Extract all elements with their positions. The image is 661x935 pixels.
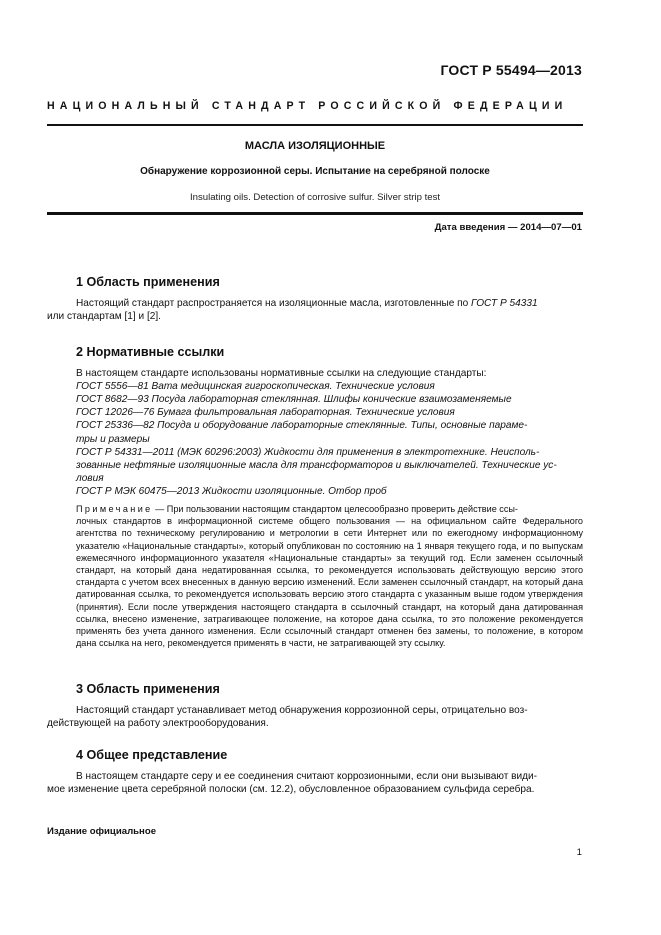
reference-item: ГОСТ 12026—76 Бумага фильтровальная лабораторная. Технические условия <box>76 407 455 419</box>
reference-item-cont: тры и размеры <box>76 433 150 445</box>
section-2-intro: В настоящем стандарте использованы нормативные ссылки на следующие стандарты: <box>76 368 487 379</box>
english-title: Insulating oils. Detection of corrosive sulfur. Silver strip test <box>189 192 441 203</box>
section-4 <box>47 748 583 796</box>
section-3-paragraph-cont: действующей на работу электрооборудования. <box>47 718 269 730</box>
page-number: 1 <box>576 847 582 858</box>
note-text: лочных стандартов в информационной системе общего пользования — на официальном сайте Федерального агентства по техническому регулированию и метрологии в сети Интернет или по ежегодному информационному указателю «Национальные стандарты», который опубликован по состоянию на 1 января текущего года, и по выпускам ежемесячного информационного указателя «Национальные стандарты» за текущий год. Если заменен ссылочный стандарт, на который дана недатированная ссылка, то рекомендуется использовать действующую версию этого стандарта с учетом всех внесенных в данную версию изменений. Если заменен ссылочный стандарт, на который дана датированная ссылка, то рекомендуется использовать версию этого стандарта с указанным выше годом утверждения (принятия). Если после утверждения настоящего стандарта в ссылочный стандарт, на который дана датированная ссылка, внесено изменение, затрагивающее положение, на которое дана ссылка, то это положение рекомендуется применять без учета данного изменения. Если ссылочный стандарт отменен без замены, то положение, в котором дана ссылка на него, рекомендуется применять в части, не затрагивающей эту ссылку. <box>76 516 583 649</box>
reference-item-cont: зованные нефтяные изоляционные масла для трансформаторов и выключателей. Технические ус- <box>76 459 557 471</box>
gost-code: ГОСТ Р 55494—2013 <box>440 62 582 78</box>
reference-item: ГОСТ Р 54331—2011 (МЭК 60296:2003) Жидкости для применения в электротехнике. Неисполь- <box>76 446 540 458</box>
reference-item: ГОСТ Р МЭК 60475—2013 Жидкости изоляционные. Отбор проб <box>76 485 387 497</box>
section-1-paragraph-cont: или стандартам [1] и [2]. <box>47 311 161 323</box>
section-4-paragraph-cont: мое изменение цвета серебряной полоски (см. 12.2), обусловленное образованием сульфида серебра. <box>47 784 535 796</box>
note-label: Примечание <box>76 504 153 515</box>
section-4-heading: 4 Общее представление <box>76 748 228 762</box>
section-2-heading: 2 Нормативные ссылки <box>76 345 225 359</box>
section-3 <box>47 682 583 730</box>
document-subtitle: Обнаружение коррозионной серы. Испытание на серебряной полоске <box>140 166 490 177</box>
top-rule <box>47 124 583 126</box>
section-1-heading: 1 Область применения <box>76 275 220 289</box>
reference-item: ГОСТ 8682—93 Посуда лабораторная стеклянная. Шлифы конические взаимозаменяемые <box>76 394 512 406</box>
national-standard-heading: НАЦИОНАЛЬНЫЙ СТАНДАРТ РОССИЙСКОЙ ФЕДЕРАЦИИ <box>47 100 568 112</box>
introduction-date: Дата введения — 2014—07—01 <box>434 222 582 233</box>
section-3-paragraph: Настоящий стандарт устанавливает метод обнаружения коррозионной серы, отрицательно воз- <box>76 705 528 716</box>
reference-item: ГОСТ 25336—82 Посуда и оборудование лабораторные стеклянные. Типы, основные параме- <box>76 420 528 432</box>
section-3-heading: 3 Область применения <box>76 682 220 696</box>
reference-item-cont: ловия <box>76 472 104 484</box>
section-4-paragraph: В настоящем стандарте серу и ее соединения считают коррозионными, если они вызывают види- <box>76 771 538 782</box>
section-1-paragraph: Настоящий стандарт распространяется на изоляционные масла, изготовленные по ГОСТ Р 54331 <box>76 298 538 309</box>
reference-item: ГОСТ 5556—81 Вата медицинская гигроскопическая. Технические условия <box>76 381 435 393</box>
gost-link: ГОСТ Р 54331 <box>471 298 538 309</box>
section-2 <box>76 345 583 649</box>
section-1 <box>47 275 583 323</box>
document-title: МАСЛА ИЗОЛЯЦИОННЫЕ <box>244 140 386 152</box>
official-edition-label: Издание официальное <box>47 826 157 837</box>
bottom-rule <box>47 212 583 215</box>
note-first-line: Примечание — При пользовании настоящим стандартом целесообразно проверить действие ссы- <box>76 504 518 515</box>
